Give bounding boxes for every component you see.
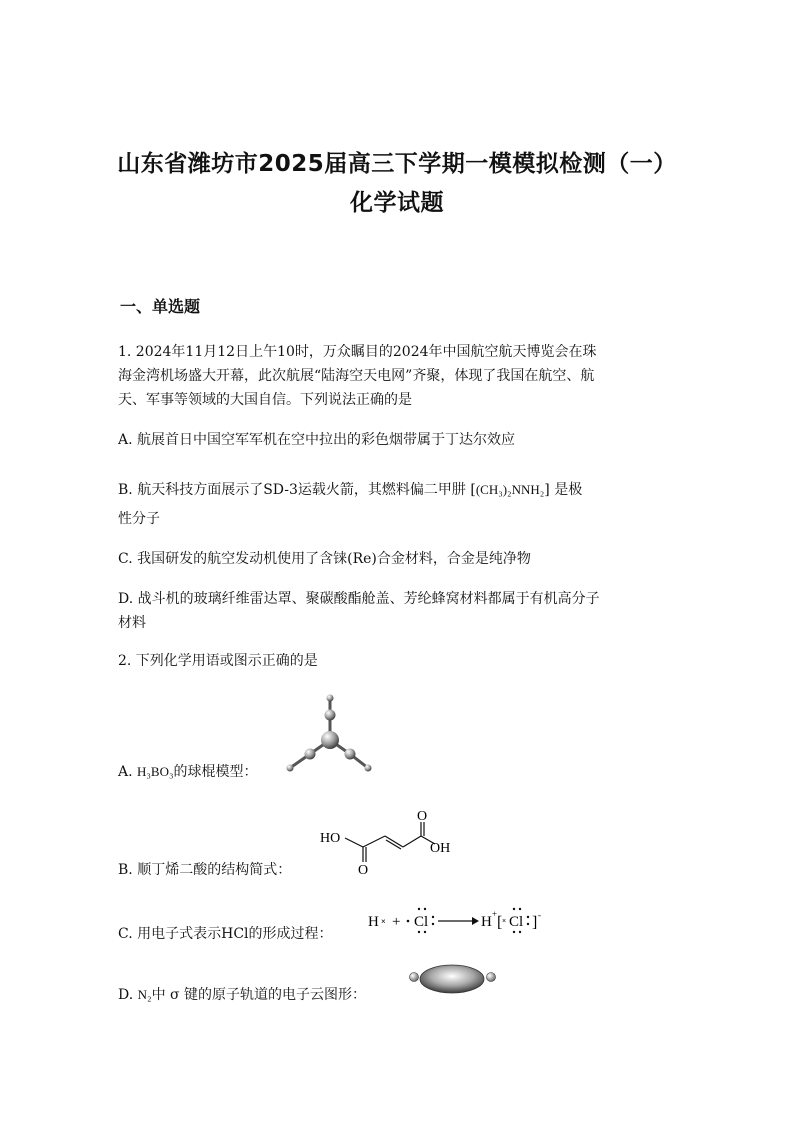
h-atom-label: H (368, 914, 379, 930)
q1-stem-line1: 1. 2024年11月12日上午10时，万众瞩目的2024年中国航空航天博览会在珠 (118, 344, 597, 360)
q1-option-b (118, 478, 582, 502)
product-h-label: H (481, 914, 492, 930)
hydroxyl-left-label: HO (320, 831, 341, 846)
sigma-bond-electron-cloud-image (405, 962, 500, 996)
q1-option-a: A. 航展首日中国空军军机在空中拉出的彩色烟带属于丁达尔效应 (118, 432, 516, 448)
carbonyl-o-top-label: O (417, 809, 428, 824)
q2-option-c: C. 用电子式表示HCl的形成过程： (118, 926, 333, 942)
formula-ch3-2nnh2: (CH₃)₂NNH₂ (475, 482, 545, 497)
cl-electron-cross: × (502, 918, 507, 925)
q1-option-b-suffix: ] 是极 (544, 482, 583, 498)
q2-option-d-prefix: D. (118, 987, 134, 1003)
hydroxyl-right-label: OH (430, 841, 451, 856)
h-electron-cross: × (381, 917, 386, 926)
q2-option-d (118, 983, 366, 1007)
page-title: 山东省潍坊市2025届高三下学期一模模拟检测（一） (117, 151, 677, 177)
formula-h3bo3: H₃BO₃ (137, 764, 174, 779)
q1-option-d-line2: 材料 (118, 615, 146, 631)
q1-option-b-line2: 性分子 (118, 511, 160, 527)
ball-and-stick-model-image (280, 690, 380, 780)
left-bracket: [ (497, 914, 503, 931)
right-bracket: ] (532, 914, 538, 931)
page-subtitle: 化学试题 (350, 190, 444, 216)
product-cl-label: Cl (509, 914, 524, 930)
cl-atom-label: Cl (414, 914, 429, 930)
hcl-electron-dot-equation (368, 905, 553, 940)
cl-minus-charge: - (538, 910, 541, 920)
q2-option-a-prefix: A. (118, 764, 133, 780)
formula-n2: N₂ (137, 987, 152, 1002)
q1-option-b-prefix: B. 航天科技方面展示了SD-3运载火箭，其燃料偏二甲肼 [ (118, 482, 476, 498)
q2-option-a-suffix: 的球棍模型： (173, 764, 258, 780)
maleic-acid-structure-image (315, 810, 465, 880)
q2-option-a (118, 760, 258, 784)
q2-stem: 2. 下列化学用语或图示正确的是 (118, 653, 318, 669)
q1-option-d-line1: D. 战斗机的玻璃纤维雷达罩、聚碳酸酯舱盖、芳纶蜂窝材料都属于有机高分子 (118, 591, 600, 607)
q1-stem-line3: 天、军事等领域的大国自信。下列说法正确的是 (118, 392, 412, 408)
section-heading: 一、单选题 (120, 297, 201, 316)
h-plus-charge: + (492, 909, 498, 919)
q1-option-c: C. 我国研发的航空发动机使用了含铼(Re)合金材料，合金是纯净物 (118, 551, 531, 567)
q2-option-b: B. 顺丁烯二酸的结构简式： (118, 862, 292, 878)
plus-sign: + (392, 914, 401, 930)
q2-option-d-suffix: 中 σ 键的原子轨道的电子云图形： (151, 987, 367, 1003)
q1-stem-line2: 海金湾机场盛大开幕，此次航展“陆海空天电网”齐聚，体现了我国在航空、航 (118, 368, 595, 384)
carbonyl-o-bottom-label: O (358, 863, 369, 878)
